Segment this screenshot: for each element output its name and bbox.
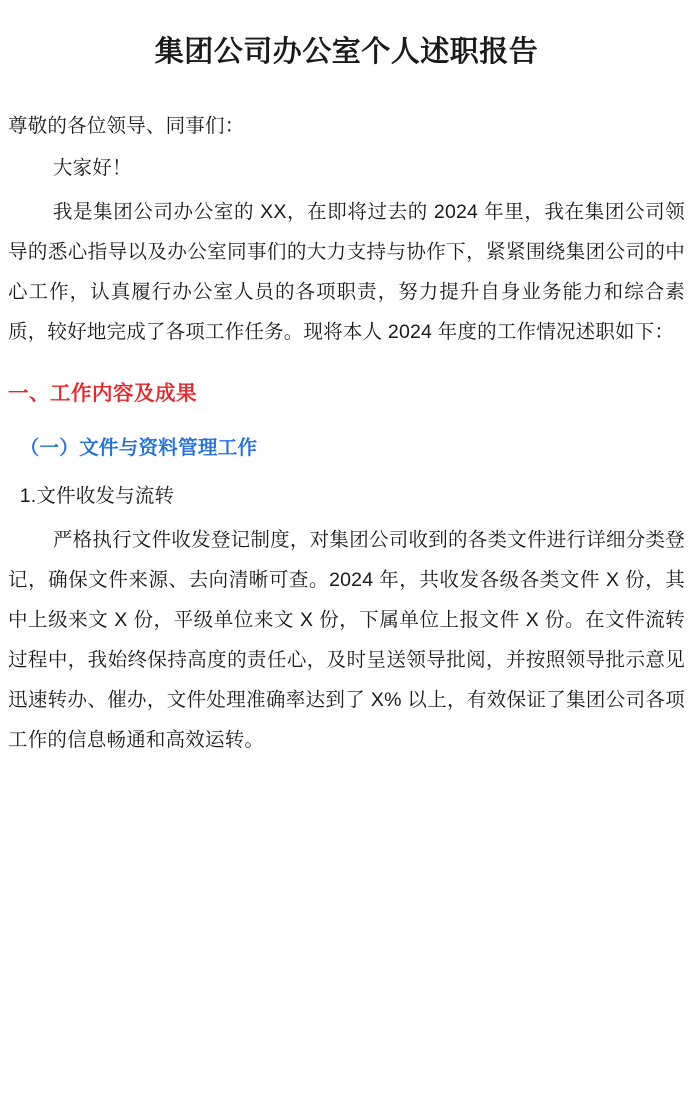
item-heading-1: 1.文件收发与流转 [19, 484, 175, 507]
salutation-paragraph: 尊敬的各位领导、同事们： [8, 114, 245, 137]
greeting-paragraph: 大家好！ [52, 156, 132, 179]
document-body [8, 106, 685, 760]
subsection-heading-1: （一）文件与资料管理工作 [19, 436, 258, 459]
item-body-paragraph-1: 严格执行文件收发登记制度，对集团公司收到的各类文件进行详细分类登记，确保文件来源、去向清晰可查。2024 年，共收发各级各类文件 X 份，其中上级来文 X 份，平级单位来文 X 份，下属单位上报文件 X 份。在文件流转过程中，我始终保持高度的责任心，及时呈送领导批阅，并按照领导批示意见迅速转办、催办，文件处理准确率达到了 X% 以上，有效保证了集团公司各项工作的信息畅通和高效运转。 [8, 528, 685, 751]
section-heading-1: 一、工作内容及成果 [8, 381, 197, 405]
page-title: 集团公司办公室个人述职报告 [154, 36, 539, 68]
introduction-paragraph: 我是集团公司办公室的 XX，在即将过去的 2024 年里，我在集团公司领导的悉心指导以及办公室同事们的大力支持与协作下，紧紧围绕集团公司的中心工作，认真履行办公室人员的各项职责，努力提升自身业务能力和综合素质，较好地完成了各项工作任务。现将本人 2024 年度的工作情况述职如下： [8, 200, 685, 343]
